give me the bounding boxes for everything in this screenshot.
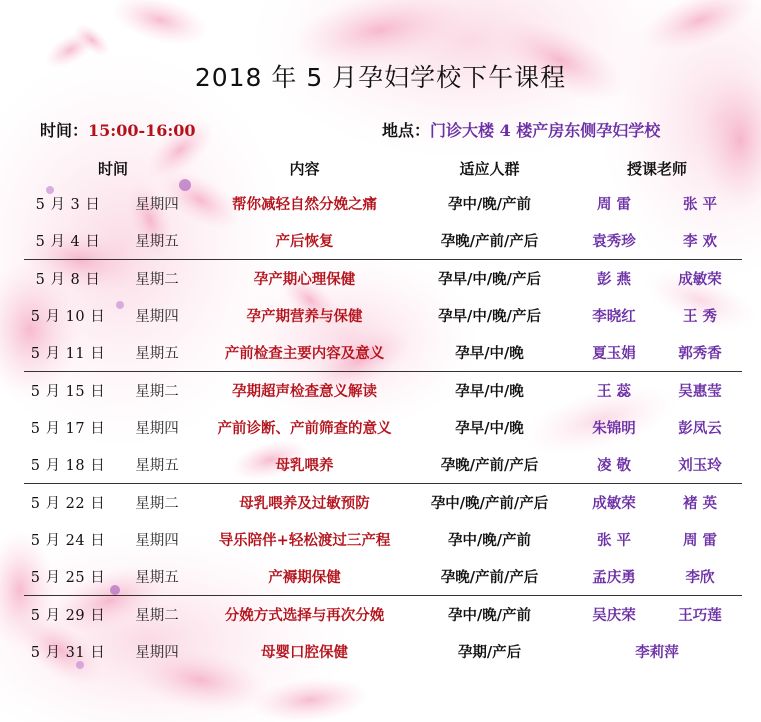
course-topic: 孕产期心理保健 <box>202 260 407 298</box>
table-row <box>24 372 742 410</box>
course-schedule-table <box>24 152 742 670</box>
course-teachers <box>572 334 742 372</box>
course-teachers <box>572 409 742 446</box>
course-weekday: 星期五 <box>135 458 179 474</box>
teacher-name: 吴庆荣 <box>592 607 636 624</box>
location-value: 门诊大楼 4 楼产房东侧孕妇学校 <box>430 121 661 140</box>
course-weekday: 星期二 <box>112 260 202 298</box>
teacher-name: 夏玉娟 <box>592 345 636 362</box>
table-row <box>24 409 742 446</box>
course-date: 5 月 24 日 <box>30 533 106 549</box>
course-date: 5 月 11 日 <box>30 346 106 362</box>
course-teachers <box>572 633 742 670</box>
teacher-name: 张 平 <box>682 196 718 213</box>
teacher-name: 王 蕊 <box>596 383 632 400</box>
course-date: 5 月 8 日 <box>24 260 112 298</box>
table-row <box>24 521 742 558</box>
course-audience: 孕早/中/晚/产后 <box>438 308 541 325</box>
location-info <box>382 118 660 141</box>
header-time: 时间 <box>98 160 129 178</box>
course-weekday: 星期二 <box>112 596 202 634</box>
course-topic: 产前诊断、产前筛查的意义 <box>217 420 392 437</box>
course-date: 5 月 4 日 <box>35 234 101 250</box>
course-teachers <box>572 222 742 260</box>
course-topic: 母乳喂养及过敏预防 <box>202 484 407 522</box>
course-topic: 母乳喂养 <box>275 457 334 474</box>
teacher-name: 郭秀香 <box>678 345 722 362</box>
course-teachers <box>572 484 742 522</box>
course-audience: 孕中/晚/产前 <box>447 532 532 549</box>
location-label: 地点： <box>382 121 431 140</box>
course-topic: 帮你减轻自然分娩之痛 <box>232 196 378 213</box>
course-topic: 孕期超声检查意义解读 <box>202 372 407 410</box>
course-teachers <box>572 372 742 410</box>
course-topic: 产后恢复 <box>275 233 334 250</box>
table-row <box>24 633 742 670</box>
course-teachers <box>572 558 742 596</box>
table-row <box>24 446 742 484</box>
course-date: 5 月 31 日 <box>30 645 106 661</box>
table-row <box>24 334 742 372</box>
course-weekday: 星期二 <box>112 372 202 410</box>
teacher-name: 彭凤云 <box>678 420 722 437</box>
course-date: 5 月 18 日 <box>30 458 106 474</box>
course-weekday: 星期五 <box>135 570 179 586</box>
course-audience: 孕中/晚/产前/产后 <box>407 484 572 522</box>
course-date: 5 月 10 日 <box>30 309 106 325</box>
course-audience: 孕早/中/晚 <box>407 372 572 410</box>
course-audience: 孕晚/产前/产后 <box>440 569 539 586</box>
course-topic: 产前检查主要内容及意义 <box>224 345 385 362</box>
teacher-name: 李晓红 <box>592 308 636 325</box>
teacher-name: 袁秀珍 <box>592 233 636 250</box>
course-topic: 分娩方式选择与再次分娩 <box>202 596 407 634</box>
teacher-name: 吴惠莹 <box>678 383 722 400</box>
course-weekday: 星期五 <box>135 234 179 250</box>
course-topic: 母婴口腔保健 <box>261 644 349 661</box>
teacher-name: 刘玉玲 <box>678 457 722 474</box>
course-date: 5 月 3 日 <box>35 197 101 213</box>
course-weekday: 星期四 <box>135 645 179 661</box>
teacher-name: 凌 敬 <box>596 457 632 474</box>
course-weekday: 星期四 <box>135 197 179 213</box>
course-topic: 产褥期保健 <box>268 569 341 586</box>
course-date: 5 月 25 日 <box>30 570 106 586</box>
time-info <box>40 118 196 141</box>
teacher-name: 褚 英 <box>682 495 718 512</box>
table-header-row <box>24 152 742 185</box>
header-audience: 适应人群 <box>459 160 520 178</box>
header-content: 内容 <box>289 160 320 178</box>
teacher-name: 李 欢 <box>682 233 718 250</box>
course-teachers <box>572 297 742 334</box>
course-teachers <box>572 446 742 484</box>
course-topic: 导乐陪伴+轻松渡过三产程 <box>218 532 391 549</box>
course-audience: 孕中/晚/产前 <box>407 596 572 634</box>
teacher-name: 周 雷 <box>682 532 718 549</box>
course-weekday: 星期二 <box>112 484 202 522</box>
course-weekday: 星期四 <box>135 421 179 437</box>
time-label: 时间： <box>40 121 89 140</box>
teacher-name: 成敏荣 <box>678 271 722 288</box>
header-teacher: 授课老师 <box>627 160 688 178</box>
course-audience: 孕早/中/晚 <box>455 345 524 362</box>
course-weekday: 星期四 <box>135 533 179 549</box>
table-row <box>24 484 742 522</box>
time-value: 15:00-16:00 <box>88 121 196 140</box>
table-row <box>24 185 742 222</box>
course-audience: 孕早/中/晚 <box>455 420 524 437</box>
course-topic: 孕产期营养与保健 <box>246 308 363 325</box>
teacher-name: 王巧莲 <box>678 607 722 624</box>
table-row <box>24 596 742 634</box>
teacher-name: 周 雷 <box>596 196 632 213</box>
table-row <box>24 260 742 298</box>
table-row <box>24 222 742 260</box>
course-teachers <box>572 521 742 558</box>
table-row <box>24 297 742 334</box>
teacher-name: 彭 燕 <box>596 271 632 288</box>
teacher-name: 成敏荣 <box>592 495 636 512</box>
course-date: 5 月 29 日 <box>24 596 112 634</box>
teacher-name: 张 平 <box>596 532 632 549</box>
course-audience: 孕中/晚/产前 <box>447 196 532 213</box>
course-teachers <box>572 596 742 634</box>
page-title: 2018 年 5 月孕妇学校下午课程 <box>194 63 567 92</box>
course-date: 5 月 15 日 <box>24 372 112 410</box>
course-teachers <box>572 260 742 298</box>
teacher-name: 李莉萍 <box>635 644 679 661</box>
teacher-name: 朱锦明 <box>592 420 636 437</box>
course-weekday: 星期五 <box>135 346 179 362</box>
course-teachers <box>572 185 742 222</box>
table-row <box>24 558 742 596</box>
course-date: 5 月 22 日 <box>24 484 112 522</box>
teacher-name: 孟庆勇 <box>592 569 636 586</box>
course-audience: 孕晚/产前/产后 <box>440 233 539 250</box>
course-audience: 孕早/中/晚/产后 <box>407 260 572 298</box>
course-date: 5 月 17 日 <box>30 421 106 437</box>
teacher-name: 李欣 <box>685 569 715 586</box>
teacher-name: 王 秀 <box>682 308 718 325</box>
course-audience: 孕晚/产前/产后 <box>440 457 539 474</box>
course-audience: 孕期/产后 <box>457 644 522 661</box>
course-weekday: 星期四 <box>135 309 179 325</box>
